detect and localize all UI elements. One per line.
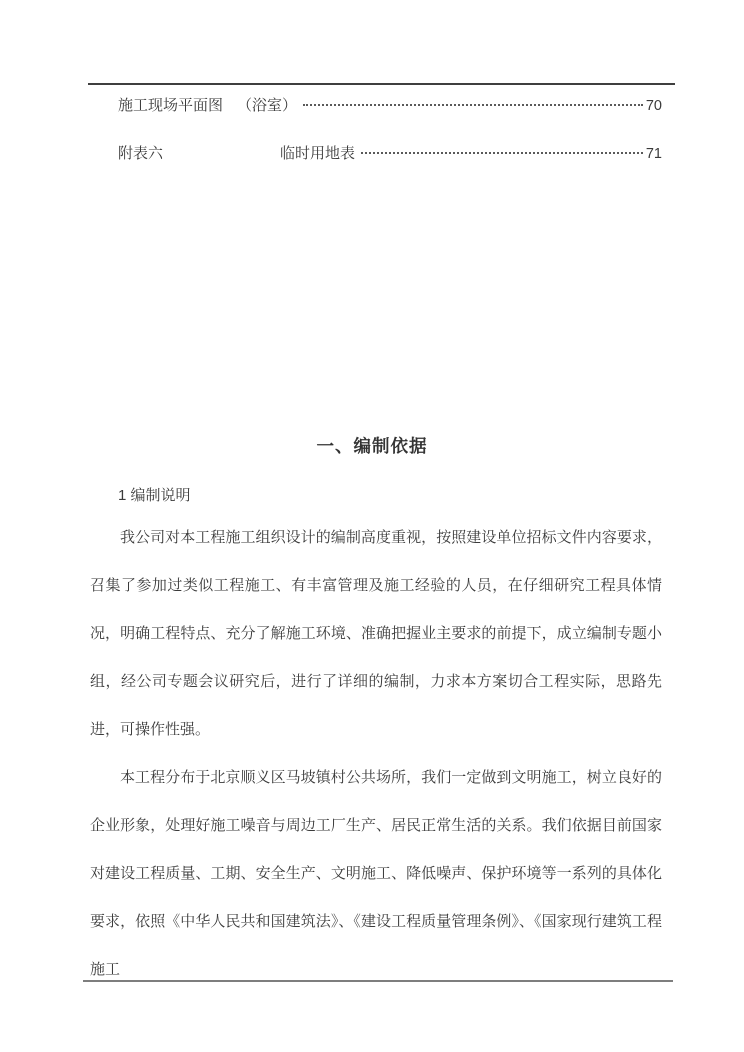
toc-page-number: 70	[645, 98, 662, 114]
toc-page-number: 71	[645, 146, 662, 162]
toc-entry-sublabel: 临时用地表	[280, 145, 356, 162]
paragraph: 我公司对本工程施工组织设计的编制高度重视，按照建设单位招标文件内容要求，召集了参加过类似工程施工、有丰富管理及施工经验的人员，在仔细研究工程具体情况，明确工程特点、充分了解施工环境、准确把握业主要求的前提下，成立编制专题小组，经公司专题会议研究后，进行了详细的编制，力求本方案切合工程实际，思路先进，可操作性强。	[90, 529, 662, 738]
header-rule	[88, 83, 675, 85]
section-heading: 一、编制依据	[316, 436, 428, 456]
toc-entry	[118, 94, 662, 122]
toc-dot-leader	[361, 152, 643, 154]
toc-entry-label: 施工现场平面图	[118, 97, 224, 114]
toc-entry-label: 附表六	[118, 145, 164, 162]
toc-dot-leader	[303, 104, 643, 106]
body-text	[90, 514, 662, 994]
table-of-contents	[118, 94, 662, 190]
section-subheading: 1 编制说明	[118, 487, 191, 504]
toc-entry	[118, 142, 662, 170]
paragraph: 本工程分布于北京顺义区马坡镇村公共场所，我们一定做到文明施工，树立良好的企业形象，处理好施工噪音与周边工厂生产、居民正常生活的关系。我们依据目前国家对建设工程质量、工期、安全生产、文明施工、降低噪声、保护环境等一系列的具体化要求，依照《中华人民共和国建筑法》、《建设工程质量管理条例》、《国家现行建筑工程施工	[90, 769, 662, 978]
toc-entry-sublabel: （浴室）	[237, 97, 298, 114]
footer-rule	[83, 980, 673, 982]
